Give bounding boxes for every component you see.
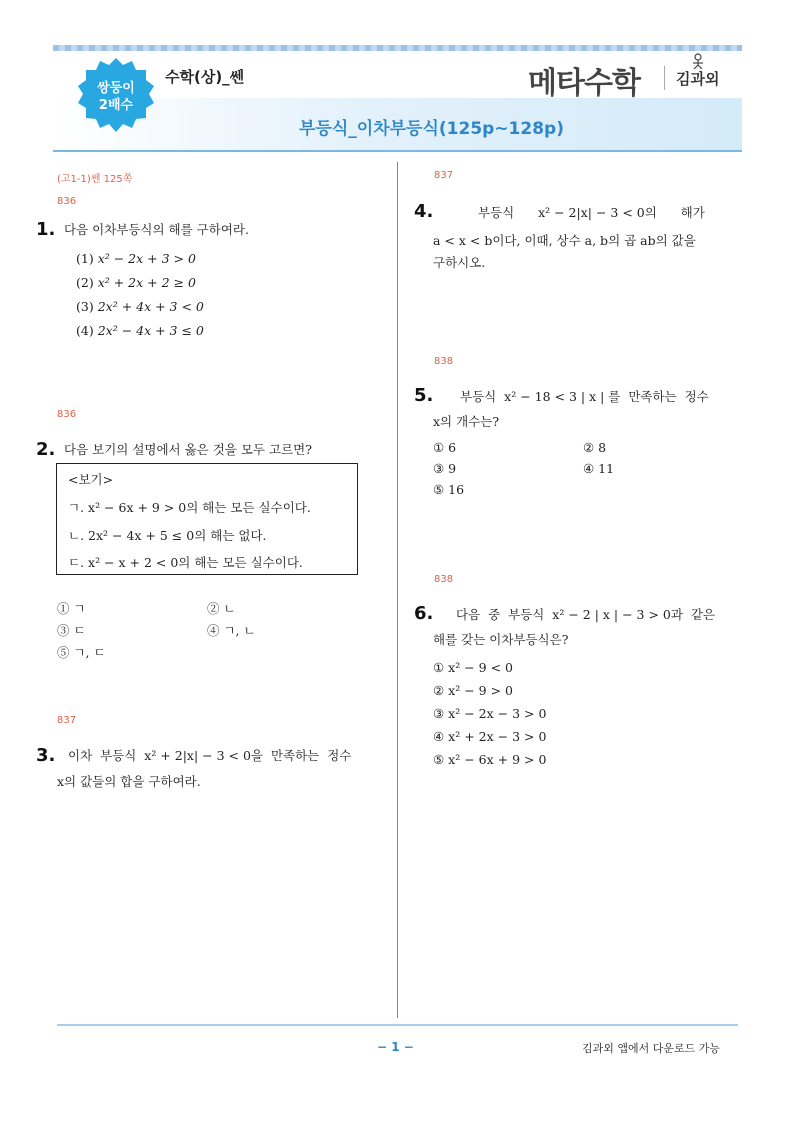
- q4-code: 837: [434, 170, 454, 181]
- q5-code: 838: [434, 356, 454, 367]
- q1-item-2: [76, 275, 196, 290]
- q2-choice-4[interactable]: ④ ㄱ, ㄴ: [207, 623, 256, 638]
- q3-code: 837: [57, 715, 77, 726]
- q2-stem: 다음 보기의 설명에서 옳은 것을 모두 고르면?: [64, 442, 312, 457]
- q6-choice-3[interactable]: ③ x² − 2x − 3 > 0: [433, 706, 547, 721]
- q1-number: 1.: [36, 219, 56, 240]
- example-box-title: <보기>: [68, 472, 114, 487]
- brand-logo: 메타수학: [528, 66, 640, 101]
- q6-choice-2[interactable]: ② x² − 9 > 0: [433, 683, 513, 698]
- q2-choice-5[interactable]: ⑤ ㄱ, ㄷ: [57, 645, 106, 660]
- q2-number: 2.: [36, 439, 56, 460]
- footer-note: 김과외 앱에서 다운로드 가능: [582, 1042, 721, 1055]
- q5-choice-1[interactable]: ① 6: [433, 440, 457, 455]
- q1-item-1-label: (1): [76, 251, 94, 266]
- badge-text: [76, 80, 156, 114]
- q2-code: 836: [57, 409, 77, 420]
- q3-stem-line-1: 이차 부등식 x² + 2|x| − 3 < 0을 만족하는 정수: [68, 748, 352, 763]
- q5-choice-5[interactable]: ⑤ 16: [433, 482, 465, 497]
- q1-item-3-label: (3): [76, 299, 94, 314]
- q6-number: 6.: [414, 603, 434, 624]
- q1-item-1: [76, 251, 196, 266]
- q1-item-1-expr: x² − 2x + 3 > 0: [97, 251, 196, 266]
- q1-item-3: [76, 299, 204, 314]
- q6-stem-line-2: 해를 갖는 이차부등식은?: [433, 632, 569, 647]
- q2-choice-3[interactable]: ③ ㄷ: [57, 623, 86, 638]
- example-line-2: ㄴ. 2x² − 4x + 5 ≤ 0의 해는 없다.: [68, 528, 267, 543]
- q2-choice-2[interactable]: ② ㄴ: [207, 601, 236, 616]
- q5-stem-line-1: 부등식 x² − 18 < 3 | x | 를 만족하는 정수: [460, 389, 709, 404]
- badge-line-2: 2배수: [98, 98, 134, 113]
- q6-stem-line-1: 다음 중 부등식 x² − 2 | x | − 3 > 0과 같은: [456, 607, 716, 622]
- q4-stem-line-1: 부등식 x² − 2|x| − 3 < 0의 해가: [478, 205, 705, 220]
- q4-stem-line-3: 구하시오.: [433, 255, 486, 270]
- q4-number: 4.: [414, 201, 434, 222]
- q6-code: 838: [434, 574, 454, 585]
- q1-item-2-expr: x² + 2x + 2 ≥ 0: [97, 275, 196, 290]
- q1-item-4-label: (4): [76, 323, 94, 338]
- q6-choice-1[interactable]: ① x² − 9 < 0: [433, 660, 513, 675]
- q1-item-4-expr: 2x² − 4x + 3 ≤ 0: [97, 323, 204, 338]
- q3-stem-line-2: x의 값들의 합을 구하여라.: [57, 774, 201, 789]
- page-number: − 1 −: [377, 1040, 414, 1054]
- q4-stem-line-2: a < x < b이다, 이때, 상수 a, b의 곱 ab의 값을: [433, 233, 696, 248]
- person-icon: [691, 53, 705, 69]
- q1-item-3-expr: 2x² + 4x + 3 < 0: [97, 299, 204, 314]
- footer-divider: [57, 1024, 738, 1026]
- header-top-stripe: [53, 45, 742, 51]
- q5-stem-line-2: x의 개수는?: [433, 414, 500, 429]
- q6-choice-4[interactable]: ④ x² + 2x − 3 > 0: [433, 729, 547, 744]
- badge-line-1: 쌍둥이: [97, 81, 135, 96]
- example-line-3: ㄷ. x² − x + 2 < 0의 해는 모든 실수이다.: [68, 555, 303, 570]
- subject-label: 수학(상)_쎈: [165, 68, 245, 86]
- q5-choice-3[interactable]: ③ 9: [433, 461, 457, 476]
- page-title: 부등식_이차부등식(125p~128p): [299, 119, 564, 139]
- source-label: (고1-1)쎈 125쪽: [57, 174, 133, 185]
- q1-item-2-label: (2): [76, 275, 94, 290]
- brand-sub-logo: 김과외: [676, 70, 720, 88]
- q2-choice-1[interactable]: ① ㄱ: [57, 601, 86, 616]
- q1-code: 836: [57, 196, 77, 207]
- q3-number: 3.: [36, 745, 56, 766]
- column-divider: [397, 162, 398, 1018]
- example-line-1: ㄱ. x² − 6x + 9 > 0의 해는 모든 실수이다.: [68, 500, 311, 515]
- q5-choice-4[interactable]: ④ 11: [583, 461, 615, 476]
- q5-choice-2[interactable]: ② 8: [583, 440, 607, 455]
- q5-number: 5.: [414, 385, 434, 406]
- q1-item-4: [76, 323, 204, 338]
- q6-choice-5[interactable]: ⑤ x² − 6x + 9 > 0: [433, 752, 547, 767]
- q1-stem: 다음 이차부등식의 해를 구하여라.: [64, 222, 249, 237]
- logo-divider: [664, 66, 665, 90]
